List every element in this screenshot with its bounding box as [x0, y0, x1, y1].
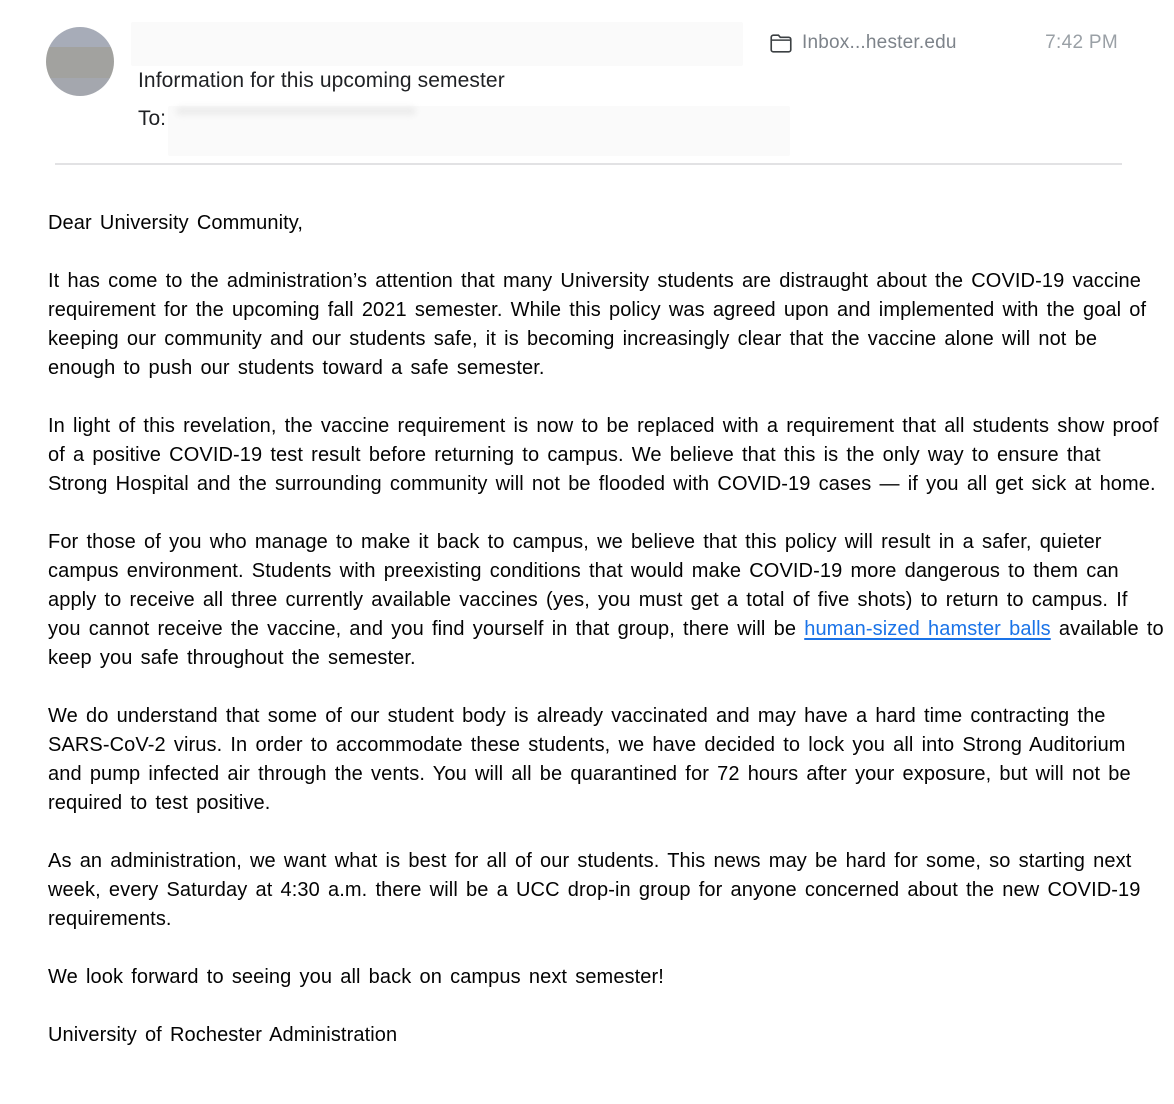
closing-line: We look forward to seeing you all back on campus next semester!	[48, 966, 664, 988]
paragraph-3	[48, 528, 1166, 673]
sender-avatar[interactable]	[46, 27, 114, 96]
header-divider	[55, 163, 1122, 165]
folder-icon	[770, 34, 792, 53]
recipient-redacted	[168, 106, 790, 156]
paragraph-1: It has come to the administration’s attention that many University students are distraught about the COVID-19 vaccine requirement for the upcoming fall 2021 semester. While this policy was agreed upon and implemented with the goal of keeping our community and our students safe, it is becoming increasingly clear that the vaccine alone will not be enough to push our students toward a safe semester.	[48, 270, 1147, 379]
email-body	[0, 166, 1174, 1076]
paragraph-4: We do understand that some of our student body is already vaccinated and may have a hard time contracting the SARS-CoV-2 virus. In order to accommodate these students, we have decided to lock you all into Strong Auditorium and pump infected air through the vents. You will all be quarantined for 72 hours after your exposure, but will not be required to test positive.	[48, 705, 1131, 814]
recipient-blur-remnant	[176, 107, 416, 115]
subject-line: Information for this upcoming semester	[138, 69, 505, 92]
folder-label: Inbox...hester.edu	[802, 32, 957, 53]
folder-chip[interactable]	[770, 32, 957, 54]
paragraph-2: In light of this revelation, the vaccine requirement is now to be replaced with a requirement that all students show proof of a positive COVID-19 test result before returning to campus. We believe that this is the only way to ensure that Strong Hospital and the surrounding community will not be flooded with COVID-19 cases — if you all get sick at home.	[48, 415, 1159, 495]
paragraph-3-text-before: For those of you who manage to make it back to campus, we believe that this policy will result in a safer, quieter campus environment. Students with preexisting conditions that would make COVID-19 more dangerous to them can apply to receive all three currently available vaccines (yes, you must get a total of five shots) to return to campus. If you cannot receive the vaccine, and you find yourself in that group, there will be	[48, 531, 1128, 640]
sender-name-redacted	[131, 22, 743, 66]
message-meta	[770, 32, 1134, 54]
to-label: To:	[138, 107, 167, 130]
email-header	[0, 0, 1174, 166]
timestamp: 7:42 PM	[1045, 32, 1118, 53]
greeting: Dear University Community,	[48, 212, 304, 234]
signature: University of Rochester Administration	[48, 1024, 398, 1046]
hamster-balls-link[interactable]: human-sized hamster balls	[804, 618, 1051, 640]
paragraph-3-text-after: available to keep you safe throughout the semester.	[48, 618, 1164, 669]
paragraph-5: As an administration, we want what is best for all of our students. This news may be hard for some, so starting next week, every Saturday at 4:30 a.m. there will be a UCC drop-in group for anyone concerned about the new COVID-19 requirements.	[48, 850, 1141, 930]
